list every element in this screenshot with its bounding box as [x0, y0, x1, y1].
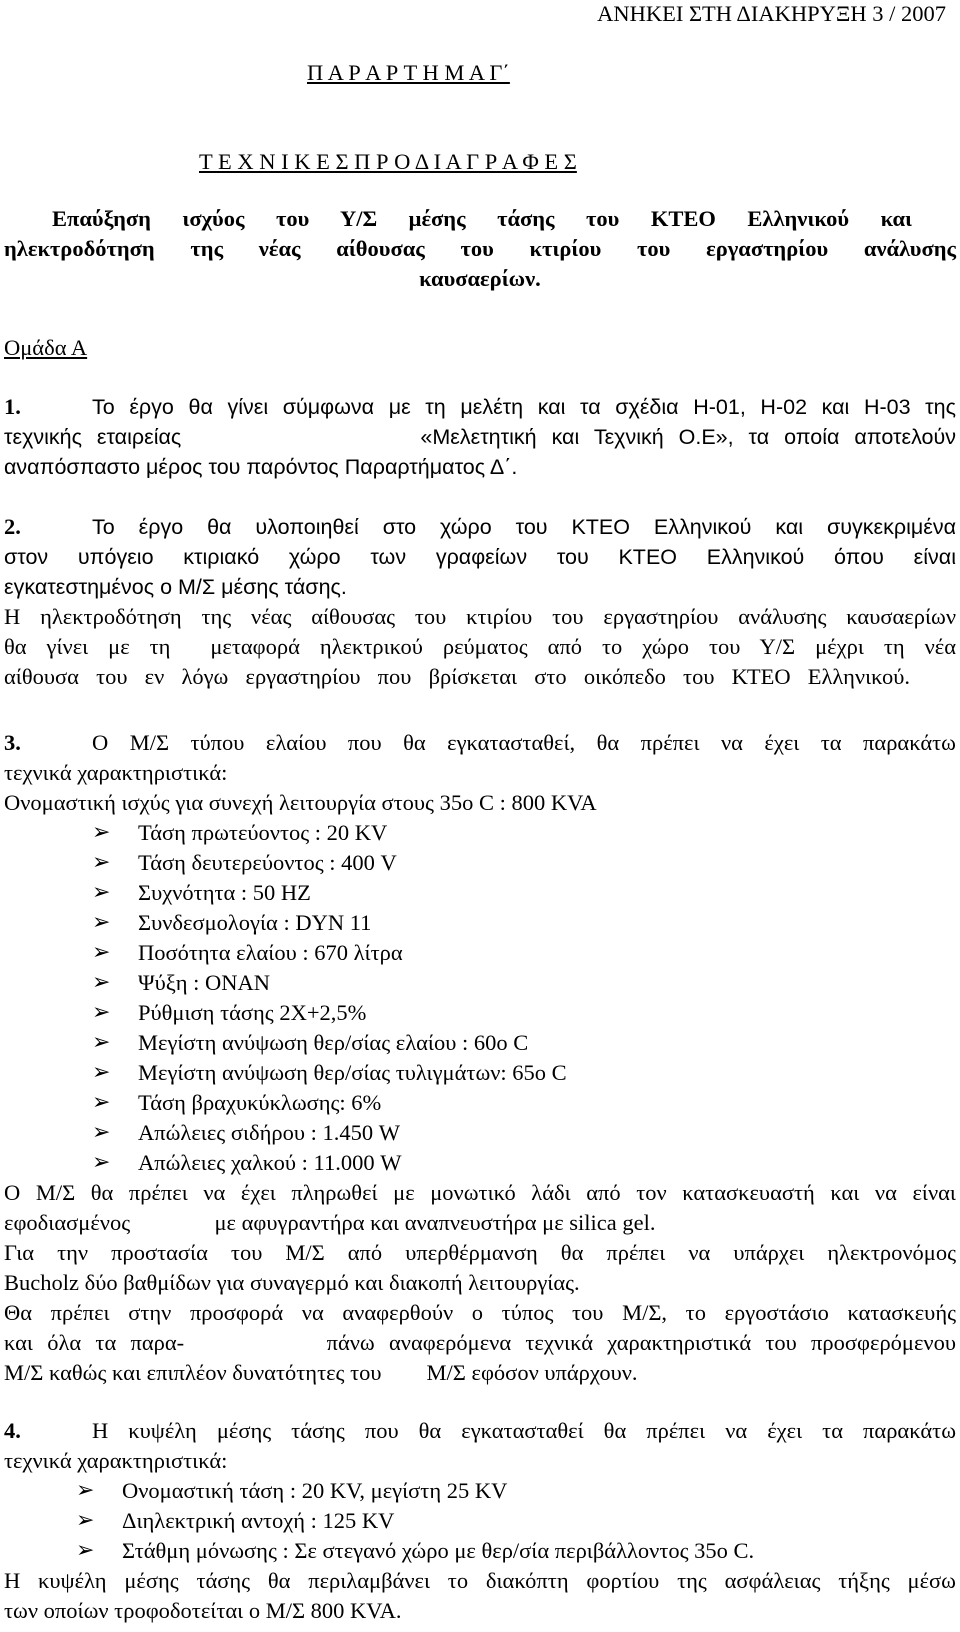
section-2-line-6: αίθουσα του εν λόγω εργαστηρίου που βρίσκεται στο οικόπεδο του ΚΤΕΟ Ελληνικού.: [4, 664, 910, 689]
section-3-line-2: τεχνικά χαρακτηριστικά:: [4, 760, 228, 785]
section-3-spec-item: Ρύθμιση τάσης 2Χ+2,5%: [138, 1000, 367, 1025]
section-1-number: 1.: [4, 394, 21, 419]
section-2-line-3: εγκατεστημένος ο Μ/Σ μέσης τάσης.: [4, 575, 347, 599]
section-3-number: 3.: [4, 730, 21, 755]
arrowhead-bullet-icon: ➢: [76, 1538, 95, 1563]
arrowhead-bullet-icon: ➢: [76, 1508, 95, 1533]
section-4-spec-item: Ονομαστική τάση : 20 KV, μεγίστη 25 KV: [122, 1478, 508, 1503]
arrowhead-bullet-icon: ➢: [92, 880, 111, 905]
section-3-spec-item: Συνδεσμολογία : DYN 11: [138, 910, 372, 935]
spec-title: Τ Ε Χ Ν Ι Κ Ε Σ Π Ρ Ο Δ Ι Α Γ Ρ Α Φ Ε Σ: [199, 149, 577, 174]
arrowhead-bullet-icon: ➢: [92, 1120, 111, 1145]
annex-title: Π Α Ρ Α Ρ Τ Η Μ Α Γ΄: [307, 60, 510, 85]
section-4-after-2: των οποίων τροφοδοτείται ο Μ/Σ 800 KVA.: [4, 1598, 402, 1623]
section-3-spec-item: Μεγίστη ανύψωση θερ/σίας τυλιγμάτων: 65ο C: [138, 1060, 567, 1085]
section-4-line-2: τεχνικά χαρακτηριστικά:: [4, 1448, 228, 1473]
section-1-line-2: τεχνικής εταιρείας «Μελετητική και Τεχνική Ο.Ε», τα οποία αποτελούν: [4, 425, 956, 449]
section-3-after-2: εφοδιασμένος με αφυγραντήρα και αναπνευστήρα με silica gel.: [4, 1210, 656, 1235]
arrowhead-bullet-icon: ➢: [92, 940, 111, 965]
section-3-spec-item: Απώλειες σιδήρου : 1.450 W: [138, 1120, 400, 1145]
section-2-line-4: Η ηλεκτροδότηση της νέας αίθουσας του κτιρίου του εργαστηρίου ανάλυσης καυσαερίων: [4, 604, 956, 629]
arrowhead-bullet-icon: ➢: [92, 910, 111, 935]
section-2-line-5: θα γίνει με τη μεταφορά ηλεκτρικού ρεύματος από το χώρο του Υ/Σ μέχρι τη νέα: [4, 634, 956, 659]
section-2-number: 2.: [4, 514, 21, 539]
arrowhead-bullet-icon: ➢: [92, 1030, 111, 1055]
arrowhead-bullet-icon: ➢: [92, 1060, 111, 1085]
section-3-after-6: και όλα τα παρα- πάνω αναφερόμενα τεχνικά χαρακτηριστικά του προσφερόμενου: [4, 1330, 956, 1355]
section-4-spec-item: Στάθμη μόνωσης : Σε στεγανό χώρο με θερ/σία περιβάλλοντος 35ο C.: [122, 1538, 755, 1563]
section-3-after-3: Για την προστασία του Μ/Σ από υπερθέρμανση θα πρέπει να υπάρχει ηλεκτρονόμος: [4, 1240, 956, 1265]
section-4-number: 4.: [4, 1418, 21, 1443]
section-2-line-1: Το έργο θα υλοποιηθεί στο χώρο του ΚΤΕΟ Ελληνικού και συγκεκριμένα: [92, 515, 956, 539]
section-3-spec-item: Τάση πρωτεύοντος : 20 KV: [138, 820, 388, 845]
arrowhead-bullet-icon: ➢: [92, 820, 111, 845]
section-3-line-3: Ονομαστική ισχύς για συνεχή λειτουργία στους 35ο C : 800 KVA: [4, 790, 597, 815]
arrowhead-bullet-icon: ➢: [92, 850, 111, 875]
subject-line-3: καυσαερίων.: [419, 266, 541, 291]
subject-line-1: Επαύξηση ισχύος του Υ/Σ μέσης τάσης του ΚΤΕΟ Ελληνικού και: [52, 206, 912, 231]
header-reference: ΑΝΗΚΕΙ ΣΤΗ ΔΙΑΚΗΡΥΞΗ 3 / 2007: [597, 1, 946, 26]
group-heading: Ομάδα Α: [4, 335, 88, 360]
section-4-line-1: Η κυψέλη μέσης τάσης που θα εγκατασταθεί θα πρέπει να έχει τα παρακάτω: [92, 1418, 956, 1443]
arrowhead-bullet-icon: ➢: [92, 1000, 111, 1025]
section-3-line-1: Ο Μ/Σ τύπου ελαίου που θα εγκατασταθεί, θα πρέπει να έχει τα παρακάτω: [92, 730, 956, 755]
section-3-after-5: Θα πρέπει στην προσφορά να αναφερθούν ο τύπος του Μ/Σ, το εργοστάσιο κατασκευής: [4, 1300, 956, 1325]
subject-line-2: ηλεκτροδότηση της νέας αίθουσας του κτιρίου του εργαστηρίου ανάλυσης: [4, 236, 956, 261]
section-3-spec-item: Μεγίστη ανύψωση θερ/σίας ελαίου : 60ο C: [138, 1030, 529, 1055]
section-4-spec-item: Διηλεκτρική αντοχή : 125 KV: [122, 1508, 395, 1533]
section-3-spec-item: Ψύξη : ONAN: [138, 970, 271, 995]
arrowhead-bullet-icon: ➢: [92, 1090, 111, 1115]
section-3-spec-item: Ποσότητα ελαίου : 670 λίτρα: [138, 940, 403, 965]
section-3-after-4: Bucholz δύο βαθμίδων για συναγερμό και διακοπή λειτουργίας.: [4, 1270, 580, 1295]
section-1-line-3: αναπόσπαστο μέρος του παρόντος Παραρτήματος Δ΄.: [4, 455, 518, 479]
section-3-spec-item: Απώλειες χαλκού : 11.000 W: [138, 1150, 402, 1175]
section-3-after-1: Ο Μ/Σ θα πρέπει να έχει πληρωθεί με μονωτικό λάδι από τον κατασκευαστή και να είναι: [4, 1180, 956, 1205]
section-3-spec-item: Τάση βραχυκύκλωσης: 6%: [138, 1090, 382, 1115]
arrowhead-bullet-icon: ➢: [76, 1478, 95, 1503]
section-1-line-1: Το έργο θα γίνει σύμφωνα με τη μελέτη και τα σχέδια Η-01, Η-02 και Η-03 της: [92, 395, 956, 419]
section-2-line-2: στον υπόγειο κτιριακό χώρο των γραφείων του ΚΤΕΟ Ελληνικού όπου είναι: [4, 545, 956, 569]
arrowhead-bullet-icon: ➢: [92, 970, 111, 995]
section-3-spec-item: Συχνότητα : 50 HZ: [138, 880, 311, 905]
section-3-after-7: Μ/Σ καθώς και επιπλέον δυνατότητες του Μ/Σ εφόσον υπάρχουν.: [4, 1360, 638, 1385]
section-4-after-1: Η κυψέλη μέσης τάσης θα περιλαμβάνει το διακόπτη φορτίου της ασφάλειας τήξης μέσω: [4, 1568, 956, 1593]
arrowhead-bullet-icon: ➢: [92, 1150, 111, 1175]
section-3-spec-item: Τάση δευτερεύοντος : 400 V: [138, 850, 397, 875]
